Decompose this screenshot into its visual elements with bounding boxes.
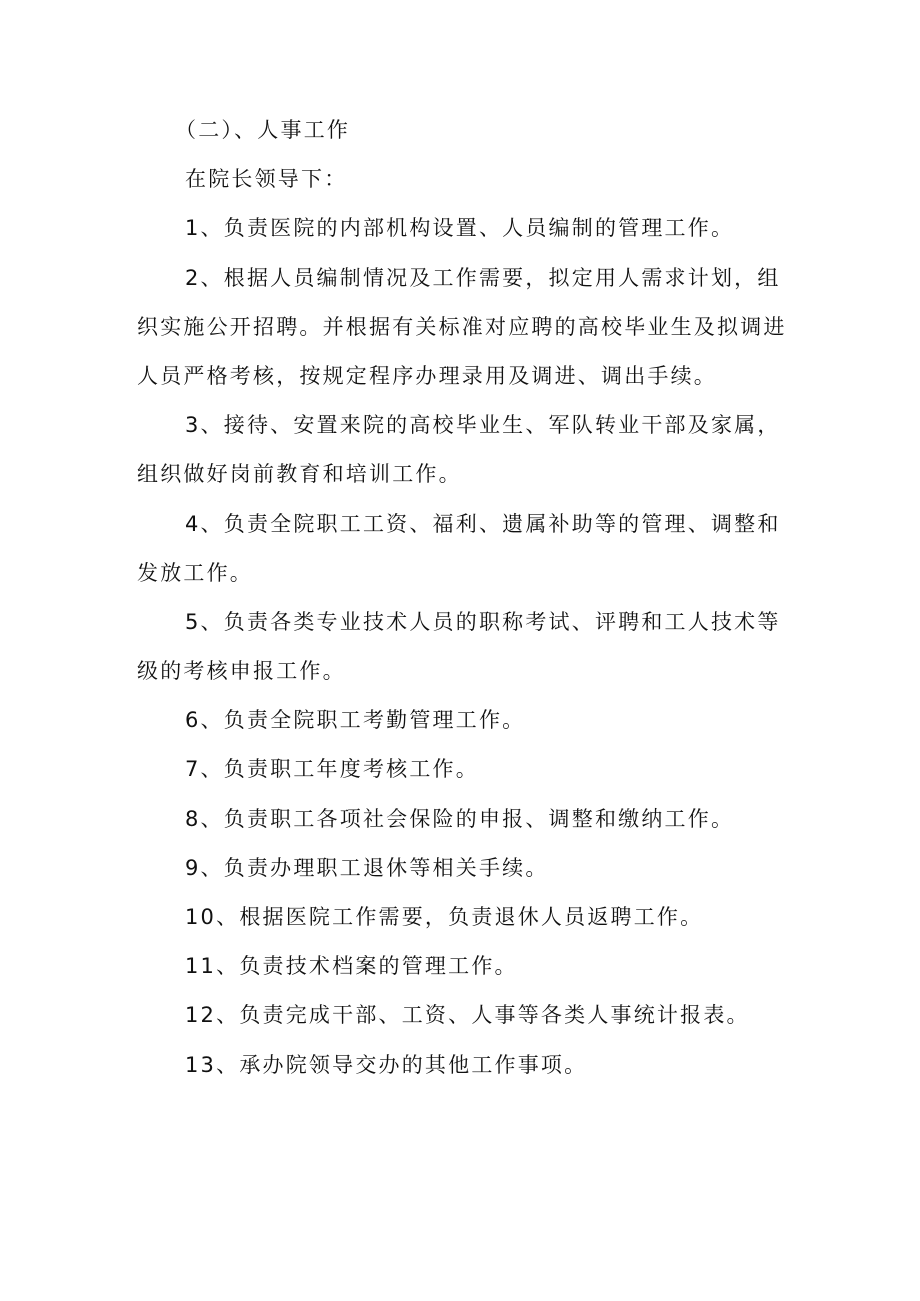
list-item xyxy=(0,795,920,844)
list-item-line: 8、负责职工各项社会保险的申报、调整和缴纳工作。 xyxy=(185,806,735,831)
list-item-line: 7、负责职工年度考核工作。 xyxy=(185,757,479,782)
list-item-line: 12、负责完成干部、工资、人事等各类人事统计报表。 xyxy=(185,1003,750,1028)
list-item-line: 6、负责全院职工考勤管理工作。 xyxy=(185,708,526,733)
list-item xyxy=(0,942,920,991)
duty-list xyxy=(0,204,920,1089)
list-item-line: 人员严格考核，按规定程序办理录用及调进、调出手续。 xyxy=(137,363,717,388)
list-item-line: 3、接待、安置来院的高校毕业生、军队转业干部及家属， xyxy=(185,413,781,438)
list-item-line: 4、负责全院职工工资、福利、遗属补助等的管理、调整和 xyxy=(185,511,781,536)
list-item-line: 11、负责技术档案的管理工作。 xyxy=(185,954,518,979)
list-item xyxy=(0,401,920,499)
list-item xyxy=(0,991,920,1040)
list-item xyxy=(0,204,920,253)
list-item-line: 发放工作。 xyxy=(137,560,253,585)
list-item xyxy=(0,696,920,745)
section-heading: （二）、人事工作 xyxy=(175,118,351,142)
intro-text: 在院长领导下： xyxy=(185,167,348,192)
list-item xyxy=(0,893,920,942)
list-item xyxy=(0,1041,920,1090)
document-body xyxy=(0,106,920,1090)
list-item xyxy=(0,254,920,402)
list-item-line: 13、承办院领导交办的其他工作事项。 xyxy=(185,1052,588,1077)
list-item xyxy=(0,500,920,598)
list-item-line: 5、负责各类专业技术人员的职称考试、评聘和工人技术等 xyxy=(185,609,781,634)
list-item-line: 织实施公开招聘。并根据有关标准对应聘的高校毕业生及拟调进 xyxy=(137,314,787,339)
list-item-line: 级的考核申报工作。 xyxy=(137,659,346,684)
list-item-line: 组织做好岗前教育和培训工作。 xyxy=(137,462,462,487)
list-item xyxy=(0,844,920,893)
list-item-line: 2、根据人员编制情况及工作需要，拟定用人需求计划，组 xyxy=(185,265,781,290)
list-item xyxy=(0,598,920,696)
list-item-line: 1、负责医院的内部机构设置、人员编制的管理工作。 xyxy=(185,216,735,241)
list-item-line: 9、负责办理职工退休等相关手续。 xyxy=(185,855,549,880)
list-item xyxy=(0,745,920,794)
list-item-line: 10、根据医院工作需要，负责退休人员返聘工作。 xyxy=(185,905,704,929)
